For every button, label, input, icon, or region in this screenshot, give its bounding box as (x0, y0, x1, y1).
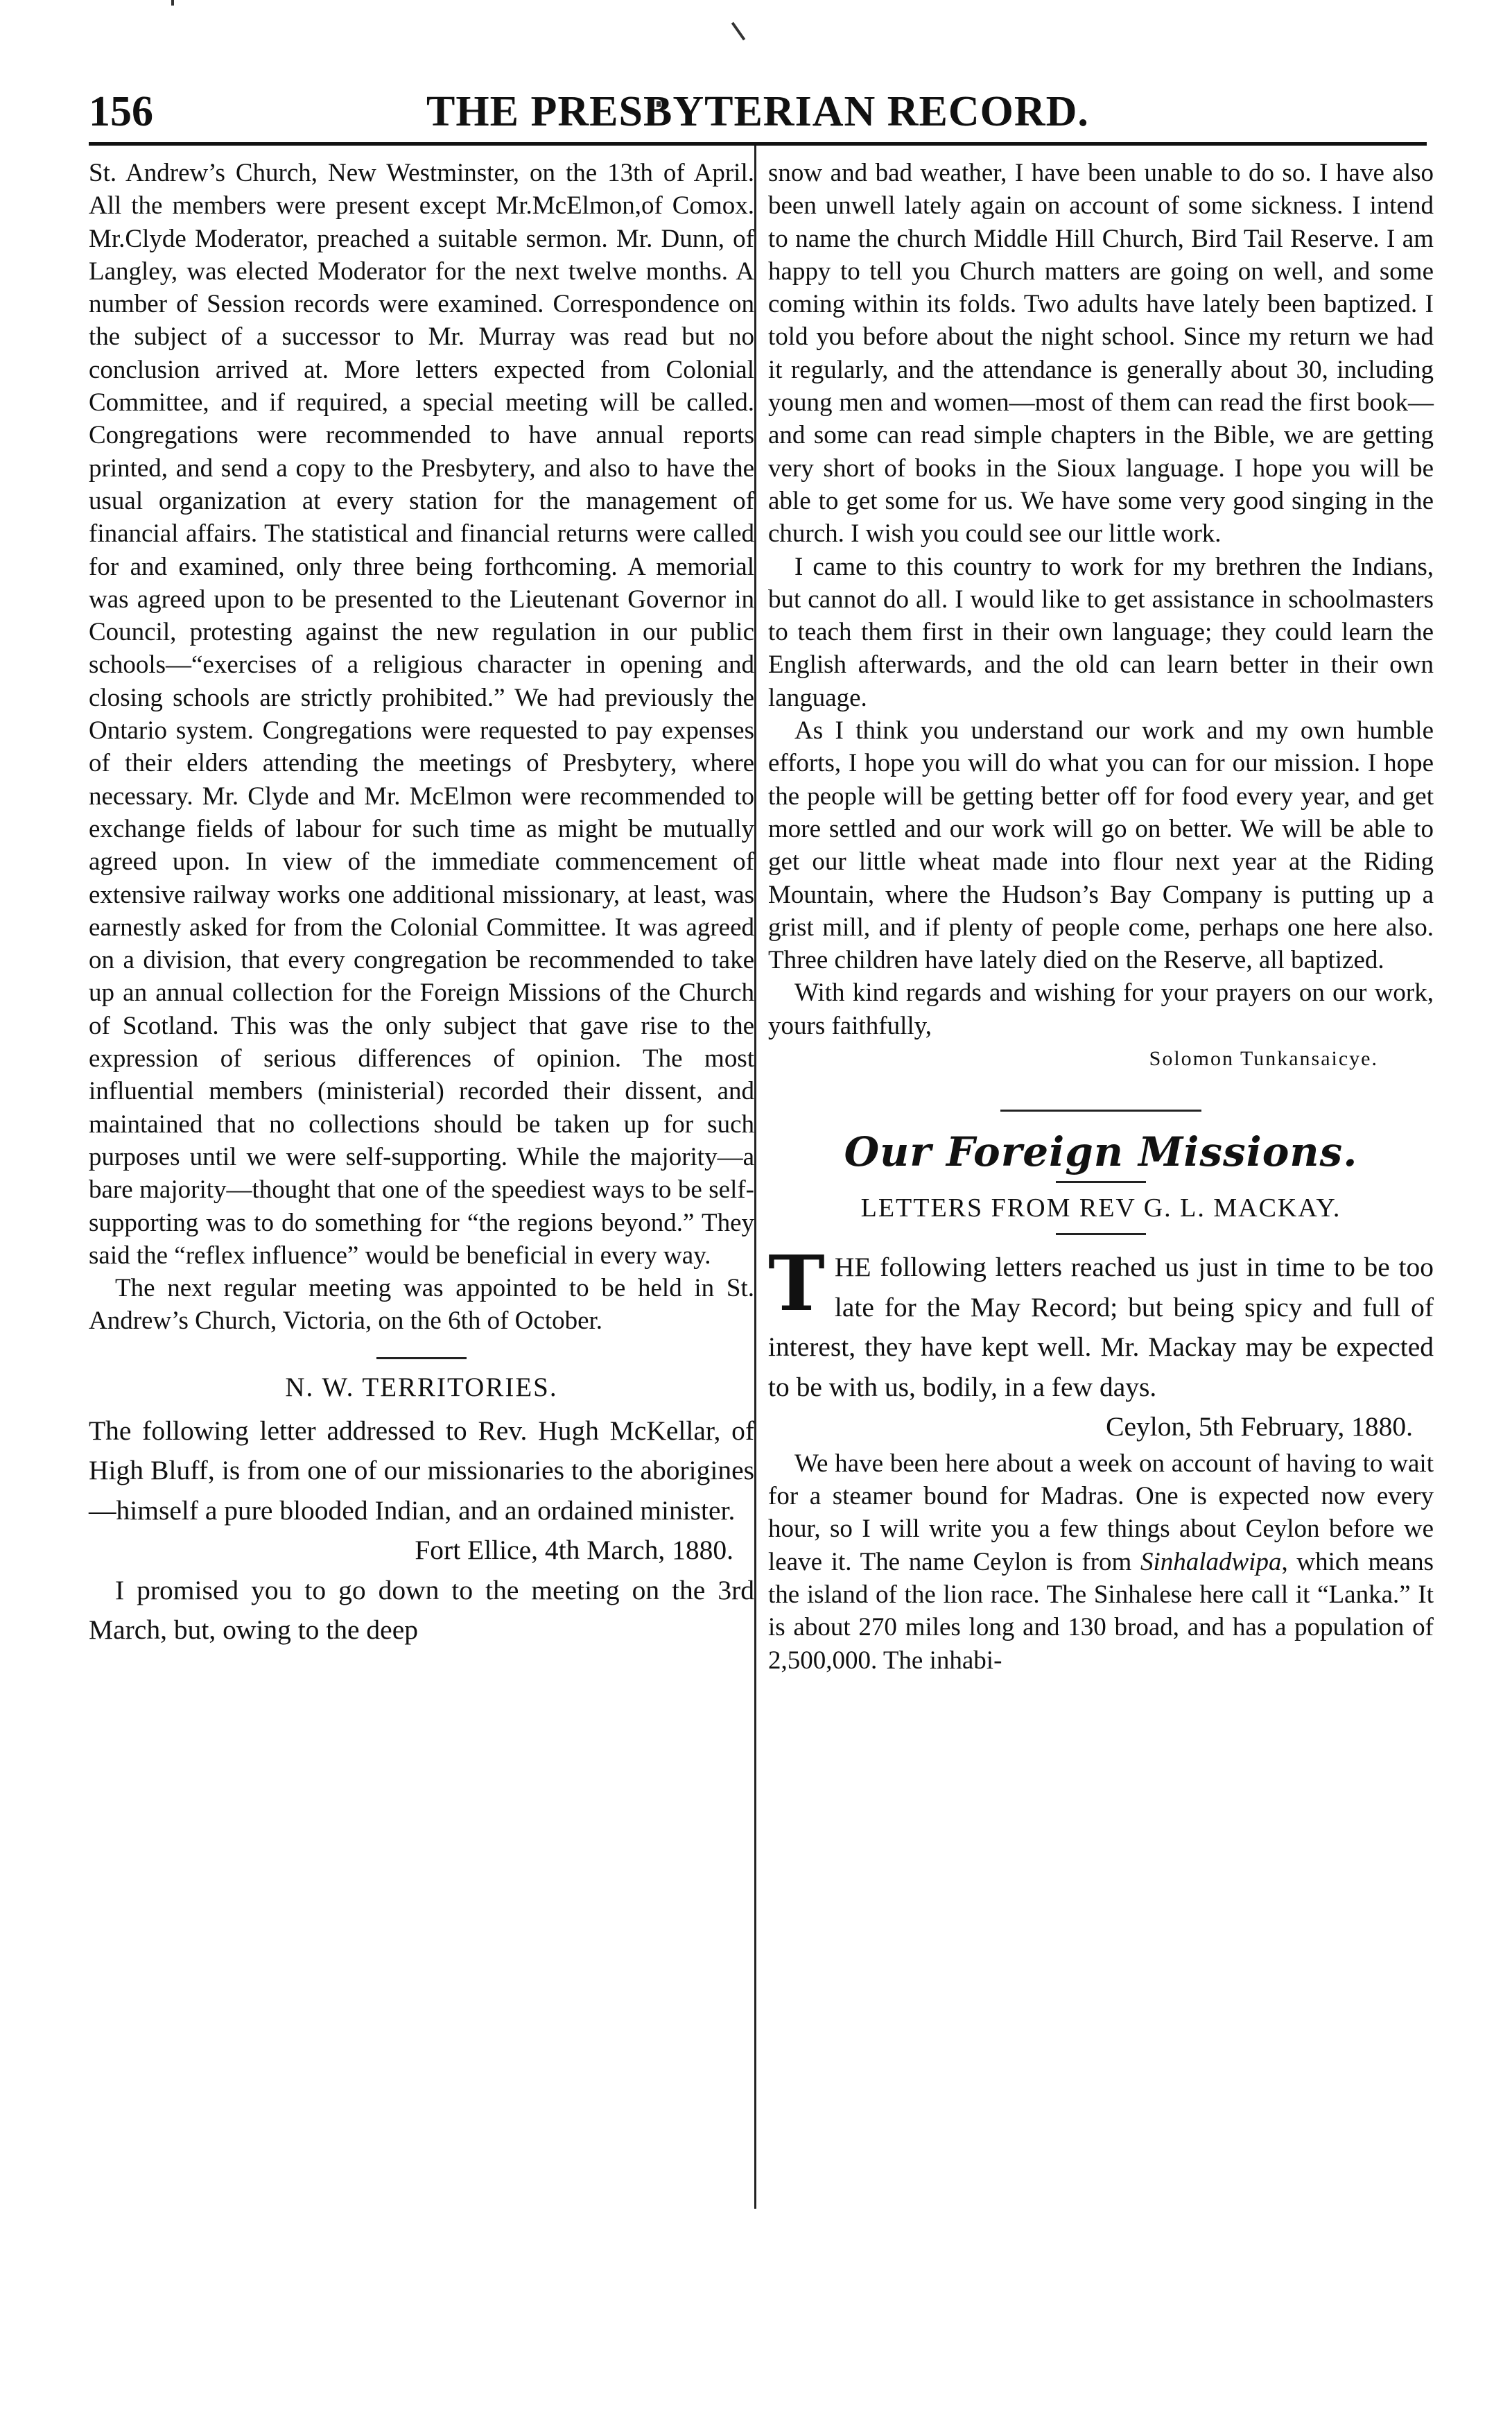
page-header (89, 82, 1427, 146)
paragraph: As I think you understand our work and my own humble efforts, I hope you will do what you can for our mission. I hope the people will be getting better off for food every year, and get more settled and our work will go on better. We will be able to get our little wheat made into flour next year at the Riding Mountain, where the Hudson’s Bay Company is putting up a grist mill, and if plenty of people come, perhaps one here also. Three children have lately died on the Reserve, all baptized. (768, 716, 1434, 975)
right-column (768, 157, 1434, 1677)
column-divider (754, 146, 756, 2209)
section-heading: N. W. TERRITORIES. (285, 1372, 558, 1402)
paragraph: I came to this country to work for my brethren the Indians, but cannot do all. I would like to get assistance in schoolmasters to teach them first in their own language; they could learn the English afterwards, and the old can learn better in their own language. (768, 552, 1434, 712)
page-number: 156 (89, 88, 153, 135)
paragraph (768, 1447, 1434, 1677)
paragraph: With kind regards and wishing for your prayers on our work, yours faithfully, (768, 978, 1434, 1040)
title-rule (1056, 1181, 1146, 1183)
paragraph: snow and bad weather, I have been unable to do so. I have also been unwell lately again on account of some sickness. I intend to name the church Middle Hill Church, Bird Tail Reserve. I am happy to tell you Church matters are going on well, and some coming within its folds. Two adults have lately been baptized. I told you before about the night school. Since my return we had it regularly, and the attendance is generally about 30, including young men and women—most of them can read the first book—and some can read simple chapters in the Bible, we are getting very short of books in the Sioux language. I hope you will be able to get some for us. We have some very good singing in the church. I wish you could see our little work. (768, 159, 1434, 549)
paragraph: I promised you to go down to the meeting on the 3rd March, but, owing to the deep (89, 1574, 754, 1646)
signature: Solomon Tunkansaicye. (1149, 1047, 1378, 1071)
subheading: LETTERS FROM REV G. L. MACKAY. (860, 1193, 1341, 1223)
stray-mark (171, 0, 174, 6)
header-rule (89, 142, 1427, 146)
dateline: Ceylon, 5th February, 1880. (1106, 1411, 1413, 1442)
paragraph: The following letter addressed to Rev. Hugh McKellar, of High Bluff, is from one of our missionaries to the aborigines—himself a pure blooded Indian, and an ordained minister. (89, 1415, 754, 1526)
section-title: Our Foreign Missions. (844, 1128, 1358, 1176)
section-rule (1000, 1110, 1201, 1112)
paragraph-text: HE following letters reached us just in time to be too late for the May Record; but being spicy and full of interest, they have kept well. Mr. Mackay may be expected to be with us, bodily, in a few days. (768, 1252, 1434, 1402)
paragraph (768, 1239, 1434, 1407)
paragraph: St. Andrew’s Church, New Westminster, on the 13th of April. All the members were present except Mr.McElmon,of Comox. Mr.Clyde Moderator, preached a suitable sermon. Mr. Dunn, of Langley, was elected Moderator for the next twelve months. A number of Session records were examined. Correspondence on the subject of a successor to Mr. Murray was read but no conclusion arrived at. More letters expected from Colonial Committee, and if required, a special meeting will be called. Congregations were recommended to have annual reports printed, and send a copy to the Presbytery, and also to have the usual organization at every station for the management of financial affairs. The statistical and financial returns were called for and examined, only three being forthcoming. A memorial was agreed upon to be presented to the Lieutenant Governor in Council, protesting against the new regulation in our public schools—“exercises of a religious character in opening and closing schools are strictly prohibited.” We had previously the Ontario system. Congregations were requested to pay expenses of their elders attending the meetings of Presbytery, where necessary. Mr. Clyde and Mr. McElmon were recommended to exchange fields of labour for such time as might be mutually agreed upon. In view of the immediate commencement of extensive railway works one additional missionary, at least, was earnestly asked for from the Colonial Committee. It was agreed on a division, that every congregation be recommended to take up an annual collection for the Foreign Missions of the Church of Scotland. This was the only subject that gave rise to the expression of serious differences of opinion. The most influential members (ministerial) recorded their dissent, and maintained that no collections should be taken up for such purposes until we were self-supporting. While the majority—a bare majority—thought that one of the speediest ways to be self-supporting was to do something for “the regions beyond.” They said the “reflex influence” would be beneficial in every way. (89, 159, 754, 1270)
paragraph-text: We have been here about a week on account of having to wait for a steamer bound for Madras. One is expected now every hour, so I will write you a few things about Ceylon before we leave it. The name Ceylon is from (768, 1449, 1434, 1576)
paragraph-text: , which means the island of the lion race. The Sinhalese here call it “Lanka.” It is about 270 miles long and 130 broad, and has a population of 2,500,000. The inhabi- (768, 1547, 1434, 1675)
section-rule (376, 1357, 467, 1359)
dateline: Fort Ellice, 4th March, 1880. (415, 1535, 733, 1566)
italic-term: Sinhaladwipa (1140, 1547, 1282, 1576)
left-column (89, 157, 754, 1650)
journal-title: THE PRESBYTERIAN RECORD. (426, 88, 1089, 135)
drop-cap: T (768, 1239, 825, 1329)
stray-mark (731, 22, 745, 41)
subheading-rule (1056, 1233, 1146, 1235)
paragraph: The next regular meeting was appointed to be held in St. Andrew’s Church, Victoria, on the 6th of October. (89, 1274, 754, 1336)
